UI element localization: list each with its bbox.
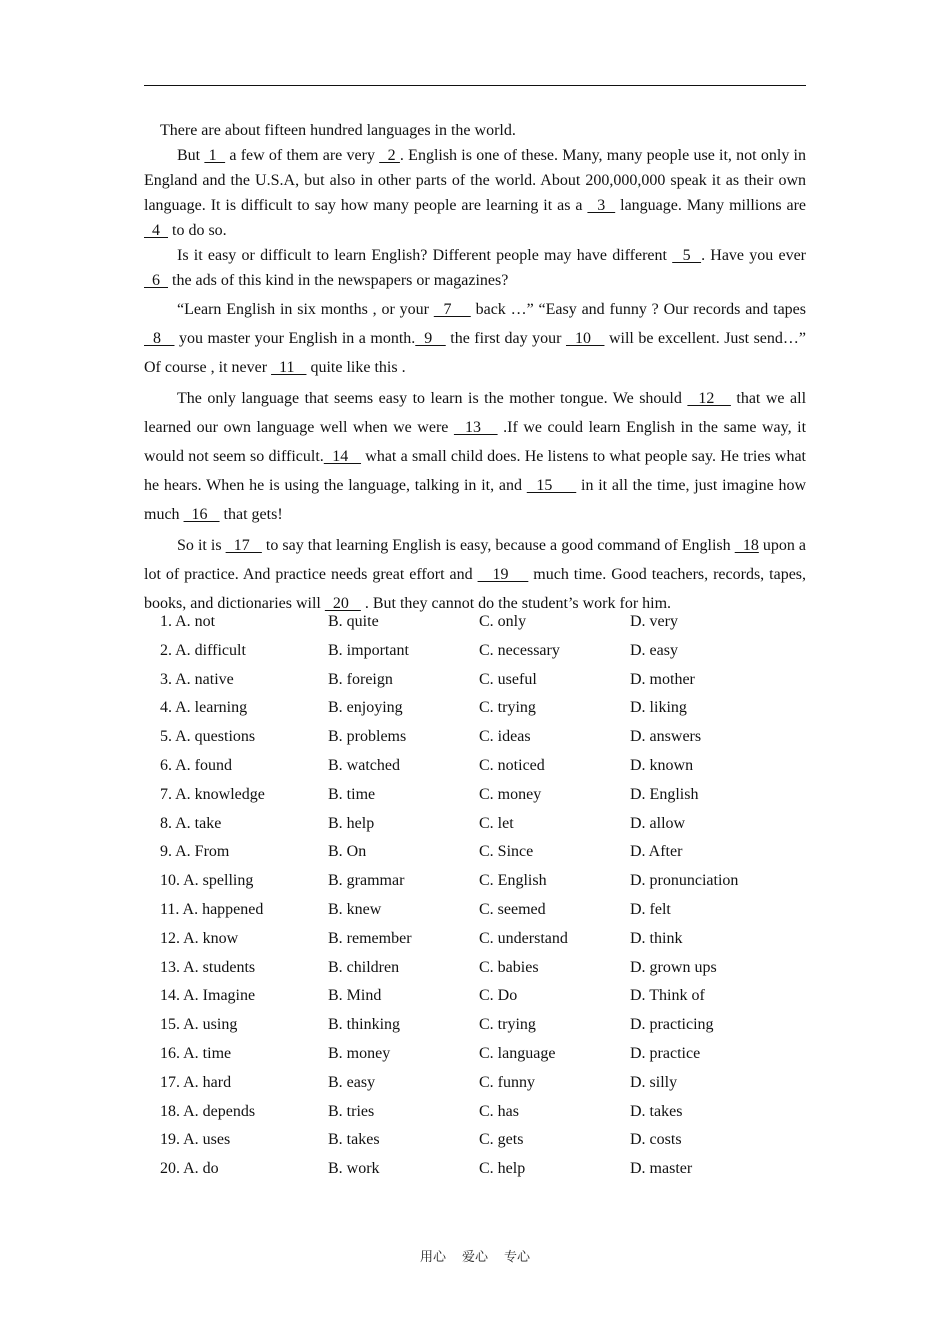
option-b: B. problems xyxy=(328,728,407,746)
blank-14: 14 xyxy=(323,448,362,465)
option-row-9 xyxy=(160,838,800,867)
blank-9: 9 xyxy=(415,330,446,347)
text-run: in it all the time, just imagine how much xyxy=(144,477,807,523)
page-footer xyxy=(0,1246,950,1265)
text-run: the ads of this kind in the newspapers or magazines? xyxy=(168,272,509,289)
text-run: Is it easy or difficult to learn English? Different people may have different xyxy=(177,247,673,264)
option-a: 12. A. know xyxy=(160,929,239,947)
option-a: 15. A. using xyxy=(160,1016,238,1034)
option-a: 7. A. knowledge xyxy=(160,785,265,803)
option-row-12 xyxy=(160,925,800,954)
option-c: C. has xyxy=(479,1102,519,1120)
option-d: D. pronunciation xyxy=(630,872,739,890)
option-b: B. quite xyxy=(328,613,379,630)
blank-2: 2 xyxy=(379,147,400,164)
option-d: D. Think of xyxy=(630,987,705,1005)
text-run: . Have you ever xyxy=(701,247,806,264)
option-a: 11. A. happened xyxy=(160,900,264,918)
text-run: So it is xyxy=(177,537,226,554)
option-row-19 xyxy=(160,1126,800,1155)
option-d: D. answers xyxy=(630,728,702,746)
text-run: you master your English in a month. xyxy=(174,330,416,347)
blank-4: 4 xyxy=(144,222,168,239)
text-run: .If we could learn English in the same way, it would not seem so difficult. xyxy=(144,419,807,465)
text-run: language. Many millions are xyxy=(615,197,807,214)
footer-text: 用心 xyxy=(419,1250,446,1265)
blank-10: 10 xyxy=(565,330,605,347)
header-rule xyxy=(144,85,806,86)
option-c: C. seemed xyxy=(479,900,546,918)
option-c: C. Do xyxy=(479,987,518,1005)
option-d: D. allow xyxy=(630,814,686,832)
option-b: B. enjoying xyxy=(328,699,403,717)
passage-paragraph-1 xyxy=(144,143,806,243)
option-d: D. felt xyxy=(630,900,671,918)
passage-paragraph-5 xyxy=(144,531,806,618)
option-b: B. easy xyxy=(328,1073,376,1091)
option-row-16 xyxy=(160,1040,800,1069)
option-a: 4. A. learning xyxy=(160,699,248,717)
option-a: 3. A. native xyxy=(160,670,234,688)
option-d: D. grown ups xyxy=(630,958,717,976)
option-b: B. Mind xyxy=(328,987,382,1005)
option-row-8 xyxy=(160,810,800,839)
option-a: 16. A. time xyxy=(160,1044,232,1062)
option-row-11 xyxy=(160,896,800,925)
option-a: 9. A. From xyxy=(160,843,230,861)
option-d: D. known xyxy=(630,756,694,774)
option-row-1 xyxy=(160,608,800,637)
passage-paragraph-4 xyxy=(144,384,806,529)
option-a: 13. A. students xyxy=(160,958,256,976)
option-d: D. After xyxy=(630,843,683,861)
option-d: D. master xyxy=(630,1160,693,1178)
option-c: C. babies xyxy=(479,958,539,976)
option-row-6 xyxy=(160,752,800,781)
cloze-passage xyxy=(144,118,806,618)
option-b: B. watched xyxy=(328,756,400,774)
text-run: that we all learned our own language well when we were xyxy=(144,390,807,436)
option-c: C. understand xyxy=(479,929,568,947)
text-run: upon a lot of practice. And practice needs great effort and xyxy=(144,537,807,583)
option-d: D. English xyxy=(630,785,699,803)
option-a: 5. A. questions xyxy=(160,728,256,746)
option-c: C. let xyxy=(479,814,514,832)
option-c: C. trying xyxy=(479,1016,536,1034)
option-c: C. help xyxy=(479,1160,526,1178)
option-c: C. English xyxy=(479,872,547,890)
option-a: 20. A. do xyxy=(160,1160,219,1178)
option-c: C. ideas xyxy=(479,728,531,746)
option-row-2 xyxy=(160,637,800,666)
option-row-15 xyxy=(160,1011,800,1040)
option-b: B. work xyxy=(328,1160,380,1178)
option-row-20 xyxy=(160,1155,800,1184)
option-b: B. foreign xyxy=(328,670,393,688)
option-a: 6. A. found xyxy=(160,756,232,774)
blank-6: 6 xyxy=(144,272,168,289)
option-d: D. think xyxy=(630,929,683,947)
option-row-4 xyxy=(160,694,800,723)
footer-text: 专心 xyxy=(504,1250,531,1265)
option-b: B. grammar xyxy=(328,872,405,890)
text-run: quite like this . xyxy=(306,359,406,376)
option-c: C. trying xyxy=(479,699,536,717)
option-d: D. takes xyxy=(630,1102,683,1120)
text-run: much time. Good teachers, records, tapes, books, and dictionaries will xyxy=(144,566,807,612)
option-d: D. silly xyxy=(630,1073,678,1091)
option-b: B. important xyxy=(328,641,409,659)
option-c: C. noticed xyxy=(479,756,545,774)
option-b: B. thinking xyxy=(328,1016,401,1034)
option-b: B. remember xyxy=(328,929,412,947)
option-b: B. takes xyxy=(328,1131,380,1149)
option-row-7 xyxy=(160,781,800,810)
passage-paragraph-2 xyxy=(144,243,806,293)
option-c: C. language xyxy=(479,1044,556,1062)
option-c: C. gets xyxy=(479,1131,524,1149)
text-run: will be excellent. Just send…” Of course , it never xyxy=(144,330,807,376)
option-c: C. Since xyxy=(479,843,534,861)
blank-3: 3 xyxy=(587,197,616,214)
option-c: C. only xyxy=(479,613,527,630)
blank-15: 15 xyxy=(526,477,577,494)
option-c: C. necessary xyxy=(479,641,560,659)
option-d: D. liking xyxy=(630,699,687,717)
passage-intro: There are about fifteen hundred languages in the world. xyxy=(160,122,516,139)
option-d: D. easy xyxy=(630,641,678,659)
option-row-13 xyxy=(160,954,800,983)
option-a: 2. A. difficult xyxy=(160,641,246,659)
option-b: B. children xyxy=(328,958,400,976)
blank-16: 16 xyxy=(183,506,220,523)
option-row-17 xyxy=(160,1069,800,1098)
option-d: D. practice xyxy=(630,1044,701,1062)
blank-7: 7 xyxy=(433,301,471,318)
option-b: B. knew xyxy=(328,900,382,918)
blank-5: 5 xyxy=(672,247,702,264)
option-a: 17. A. hard xyxy=(160,1073,232,1091)
option-d: D. mother xyxy=(630,670,695,688)
blank-17: 17 xyxy=(225,537,262,554)
option-row-10 xyxy=(160,867,800,896)
text-run: a few of them are very xyxy=(225,147,380,164)
option-b: B. On xyxy=(328,843,367,861)
option-row-3 xyxy=(160,666,800,695)
footer-text: 爱心 xyxy=(461,1250,488,1265)
option-b: B. tries xyxy=(328,1102,375,1120)
answer-options xyxy=(160,608,800,1184)
blank-19: 19 xyxy=(477,566,529,583)
text-run: what a small child does. He listens to what people say. He tries what he hears. When he is using the language, talking in it, and xyxy=(144,448,807,494)
option-b: B. money xyxy=(328,1044,391,1062)
blank-20: 20 xyxy=(324,595,361,612)
blank-12: 12 xyxy=(687,390,731,407)
option-b: B. help xyxy=(328,814,375,832)
text-run: the first day your xyxy=(445,330,566,347)
option-row-5 xyxy=(160,723,800,752)
text-run: “Learn English in six months , or your xyxy=(177,301,434,318)
option-a: 10. A. spelling xyxy=(160,872,254,890)
option-a: 18. A. depends xyxy=(160,1102,256,1120)
blank-13: 13 xyxy=(453,419,498,436)
text-run: that gets! xyxy=(219,506,283,523)
option-c: C. funny xyxy=(479,1073,535,1091)
text-run: to do so. xyxy=(168,222,227,239)
text-run: back …” “Easy and funny ? Our records and tapes xyxy=(470,301,807,318)
option-d: D. costs xyxy=(630,1131,682,1149)
option-a: 19. A. uses xyxy=(160,1131,231,1149)
text-run: to say that learning English is easy, because a good command of English xyxy=(261,537,735,554)
text-run: But xyxy=(177,147,205,164)
option-c: C. useful xyxy=(479,670,537,688)
blank-11: 11 xyxy=(271,359,307,376)
option-c: C. money xyxy=(479,785,542,803)
option-row-18 xyxy=(160,1098,800,1127)
option-b: B. time xyxy=(328,785,376,803)
blank-1: 1 xyxy=(204,147,226,164)
option-a: 1. A. not xyxy=(160,613,216,630)
option-a: 14. A. Imagine xyxy=(160,987,256,1005)
blank-8: 8 xyxy=(144,330,175,347)
option-a: 8. A. take xyxy=(160,814,222,832)
text-run: The only language that seems easy to learn is the mother tongue. We should xyxy=(177,390,688,407)
text-run: . But they cannot do the student’s work for him. xyxy=(360,595,672,612)
option-d: D. very xyxy=(630,613,678,630)
passage-paragraph-3 xyxy=(144,295,806,382)
blank-18: 18 xyxy=(734,537,759,554)
option-row-14 xyxy=(160,982,800,1011)
option-d: D. practicing xyxy=(630,1016,714,1034)
text-run: . English is one of these. Many, many people use it, not only in England and the U.S.A, but also in other parts of the world. About 200,000,000 speak it as their own language. It is difficult to say how many people are learning it as a xyxy=(144,147,807,214)
